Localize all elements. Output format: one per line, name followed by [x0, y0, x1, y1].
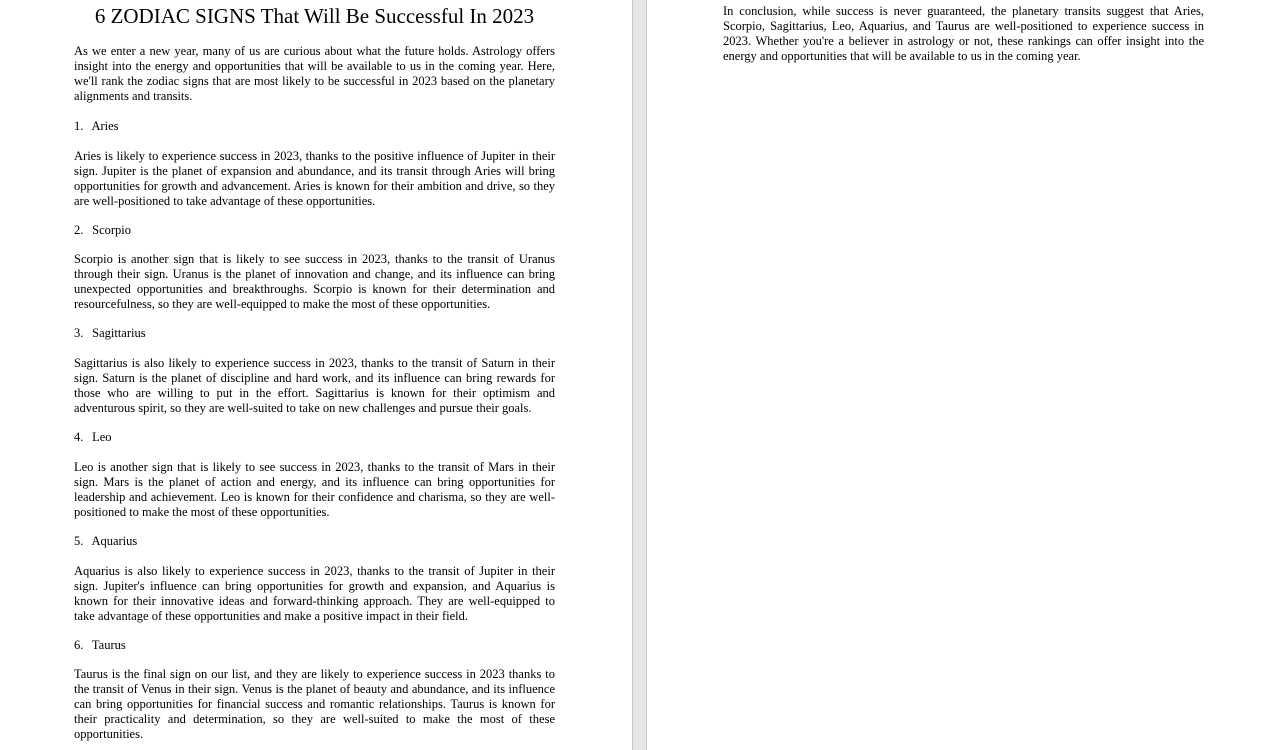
- section-text-aries: Aries is likely to experience success in 2023, thanks to the positive influence of Jupiter in their sign. Jupiter is the planet of expansion and abundance, and its transit through Aries will bring opportunities for growth and advancement. Aries is known for their ambition and drive, so they are well-positioned to take advantage of these opportunities.: [74, 149, 555, 208]
- section-number: 1.: [74, 119, 84, 133]
- section-text-leo: Leo is another sign that is likely to see success in 2023, thanks to the transit of Mars in their sign. Mars is the planet of action and energy, and its influence can bring opportunities for leadership and achievement. Leo is known for their confidence and charisma, so they are well-positioned to make the most of these opportunities.: [74, 460, 555, 519]
- section-heading-scorpio: [74, 223, 555, 238]
- section-title: Aquarius: [91, 534, 138, 548]
- section-heading-leo: [74, 430, 555, 445]
- section-heading-sagittarius: [74, 326, 555, 341]
- section-number: 3.: [74, 326, 84, 340]
- section-number: 5.: [74, 534, 84, 548]
- section-text-sagittarius: Sagittarius is also likely to experience success in 2023, thanks to the transit of Saturn in their sign. Saturn is the planet of discipline and hard work, and its influence can bring rewards for those who are willing to put in the effort. Sagittarius is known for their optimism and adventurous spirit, so they are well-suited to take on new challenges and pursue their goals.: [74, 356, 555, 415]
- section-text-taurus: Taurus is the final sign on our list, and they are likely to experience success in 2023 thanks to the transit of Venus in their sign. Venus is the planet of beauty and abundance, and its influence can bring opportunities for financial success and romantic relationships. Taurus is known for their practicality and determination, so they are well-suited to make the most of these opportunities.: [74, 667, 555, 741]
- section-heading-aquarius: [74, 534, 555, 549]
- section-text-scorpio: Scorpio is another sign that is likely to see success in 2023, thanks to the transit of Uranus through their sign. Uranus is the planet of innovation and change, and its influence can bring unexpected opportunities and breakthroughs. Scorpio is known for their determination and resourcefulness, so they are well-equipped to make the most of these opportunities.: [74, 252, 555, 311]
- document-page-2: [647, 0, 1277, 750]
- document-page-1: [0, 0, 632, 750]
- section-heading-aries: [74, 119, 555, 134]
- section-title: Taurus: [91, 638, 126, 652]
- section-heading-taurus: [74, 638, 555, 653]
- intro-paragraph: As we enter a new year, many of us are curious about what the future holds. Astrology offers insight into the energy and opportunities that will be available to us in the coming year. Here, we'll rank the zodiac signs that are most likely to be successful in 2023 based on the planetary alignments and transits.: [74, 44, 555, 103]
- conclusion-paragraph: In conclusion, while success is never guaranteed, the planetary transits suggest that Aries, Scorpio, Sagittarius, Leo, Aquarius, and Taurus are well-positioned to experience success in 2023. Whether you're a believer in astrology or not, these rankings can offer insight into the energy and opportunities that will be available to us in the coming year.: [723, 4, 1204, 63]
- section-title: Sagittarius: [92, 326, 146, 340]
- section-title: Leo: [92, 430, 112, 444]
- section-number: 4.: [74, 430, 84, 444]
- section-number: 6.: [74, 638, 84, 652]
- section-number: 2.: [74, 223, 84, 237]
- section-title: Scorpio: [92, 223, 132, 237]
- section-title: Aries: [91, 119, 119, 133]
- document-title: 6 ZODIAC SIGNS That Will Be Successful In 2023: [94, 4, 535, 28]
- page-gap: [632, 0, 647, 750]
- section-text-aquarius: Aquarius is also likely to experience success in 2023, thanks to the transit of Jupiter in their sign. Jupiter's influence can bring opportunities for growth and expansion, and Aquarius is known for their innovative ideas and forward-thinking approach. They are well-equipped to take advantage of these opportunities and make a positive impact in their field.: [74, 564, 555, 623]
